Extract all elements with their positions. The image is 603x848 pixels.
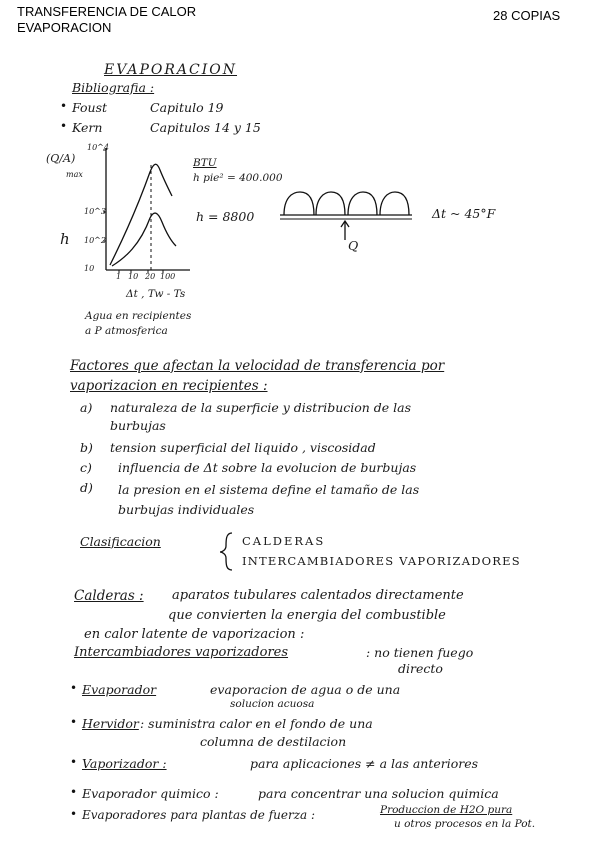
item-bullet-1: • bbox=[70, 681, 78, 695]
graph-y-tick-mid: 10^3 bbox=[84, 207, 106, 216]
item-bullet-2: • bbox=[70, 715, 78, 729]
factor-a-line1: naturaleza de la superficie y distribucion de las bbox=[110, 400, 412, 415]
graph-y-tick-top: 10^4 bbox=[87, 143, 109, 152]
graph-y-label-top: (Q/A) bbox=[46, 152, 76, 165]
factors-title-1: Factores que afectan la velocidad de transferencia por bbox=[70, 358, 445, 374]
calderas-label: Calderas : bbox=[74, 588, 144, 604]
graph-y-tick-low: 10^2 bbox=[84, 236, 106, 245]
bib-author-2: Kern bbox=[72, 120, 103, 135]
calderas-text-3: en calor latente de vaporizacion : bbox=[84, 627, 305, 642]
notes-title: EVAPORACION bbox=[104, 62, 238, 78]
bubbles-q-label: Q bbox=[348, 238, 359, 253]
graph-btu-units: h pie² = 400.000 bbox=[193, 172, 283, 184]
factor-b-line1: tension superficial del liquido , viscosidad bbox=[110, 440, 376, 455]
factor-mark-b: b) bbox=[80, 440, 93, 455]
bib-ref-1: Capitulo 19 bbox=[150, 100, 224, 115]
graph-x-tick-3: 20 bbox=[145, 272, 156, 281]
graph-x-tick-4: 100 bbox=[160, 272, 176, 281]
factor-d-line2: burbujas individuales bbox=[118, 502, 255, 517]
graph-caption-2: a P atmosferica bbox=[85, 325, 168, 337]
item-label-evaporador-quimico: Evaporador quimico : bbox=[82, 786, 219, 801]
graph-btu-label: BTU bbox=[193, 157, 217, 169]
item-label-evaporadores-fuerza: Evaporadores para plantas de fuerza : bbox=[82, 808, 316, 822]
item-bullet-5: • bbox=[70, 807, 78, 821]
item-evaporadores-fuerza-line1: Produccion de H2O pura bbox=[380, 804, 513, 816]
classification-item-intercambiadores: INTERCAMBIADORES VAPORIZADORES bbox=[242, 554, 521, 568]
calderas-text-2: que convierten la energia del combustible bbox=[168, 608, 446, 623]
item-label-evaporador: Evaporador bbox=[82, 682, 157, 697]
factor-d-line1: la presion en el sistema define el tamaño de las bbox=[118, 482, 420, 497]
item-evaporador-quimico-line1: para concentrar una solucion quimica bbox=[258, 786, 499, 801]
factor-mark-d: d) bbox=[80, 480, 93, 495]
graph-x-label: Δt , Tw - Ts bbox=[126, 288, 186, 300]
intercambiadores-label: Intercambiadores vaporizadores bbox=[74, 645, 289, 660]
intercambiadores-text-1: : no tienen fuego bbox=[366, 645, 474, 660]
graph-tick-marks bbox=[103, 150, 163, 273]
factors-title-2: vaporizacion en recipientes : bbox=[70, 378, 268, 394]
graph-qa-curve bbox=[110, 164, 172, 265]
header-topic: EVAPORACION bbox=[17, 20, 112, 35]
item-hervidor-line2: columna de destilacion bbox=[200, 734, 347, 749]
graph-h-value: h = 8800 bbox=[196, 209, 255, 224]
item-bullet-3: • bbox=[70, 755, 78, 769]
factor-mark-a: a) bbox=[80, 400, 93, 415]
item-bullet-4: • bbox=[70, 785, 78, 799]
item-label-vaporizador: Vaporizador : bbox=[82, 756, 167, 771]
intercambiadores-text-2: directo bbox=[398, 661, 443, 676]
graph-y-label-h: h bbox=[60, 230, 70, 248]
bibliography-label: Bibliografia : bbox=[72, 80, 155, 95]
graph-x-tick-1: 1 bbox=[116, 272, 122, 281]
factor-a-line2: burbujas bbox=[110, 418, 166, 433]
item-vaporizador-line1: para aplicaciones ≠ a las anteriores bbox=[250, 756, 479, 771]
bib-ref-2: Capitulos 14 y 15 bbox=[150, 120, 261, 135]
bib-bullet-1: • bbox=[60, 99, 68, 113]
factor-mark-c: c) bbox=[80, 460, 92, 475]
graph-y-label-sub: max bbox=[66, 170, 83, 179]
calderas-text-1: aparatos tubulares calentados directamente bbox=[172, 588, 464, 603]
bib-bullet-2: • bbox=[60, 119, 68, 133]
item-hervidor-line1: : suministra calor en el fondo de una bbox=[140, 716, 373, 731]
classification-brace bbox=[220, 533, 232, 570]
graph-caption-1: Agua en recipientes bbox=[85, 310, 192, 322]
item-evaporadores-fuerza-line2: u otros procesos en la Pot. bbox=[394, 818, 536, 830]
item-evaporador-line1: evaporacion de agua o de una bbox=[210, 682, 401, 697]
classification-label: Clasificacion bbox=[80, 534, 161, 549]
bubbles-delta-label: Δt ~ 45°F bbox=[432, 206, 496, 221]
item-label-hervidor: Hervidor bbox=[82, 716, 139, 731]
graph-x-tick-2: 10 bbox=[128, 272, 139, 281]
header-subject: TRANSFERENCIA DE CALOR bbox=[17, 4, 197, 19]
graph-y-tick-bottom: 10 bbox=[84, 264, 95, 273]
classification-item-calderas: CALDERAS bbox=[242, 534, 326, 548]
header-copies: 28 COPIAS bbox=[493, 8, 561, 23]
factor-c-line1: influencia de Δt sobre la evolucion de burbujas bbox=[118, 460, 417, 475]
item-evaporador-line2: solucion acuosa bbox=[230, 698, 315, 710]
bubbles-drawing bbox=[284, 192, 409, 215]
bib-author-1: Foust bbox=[72, 100, 108, 115]
